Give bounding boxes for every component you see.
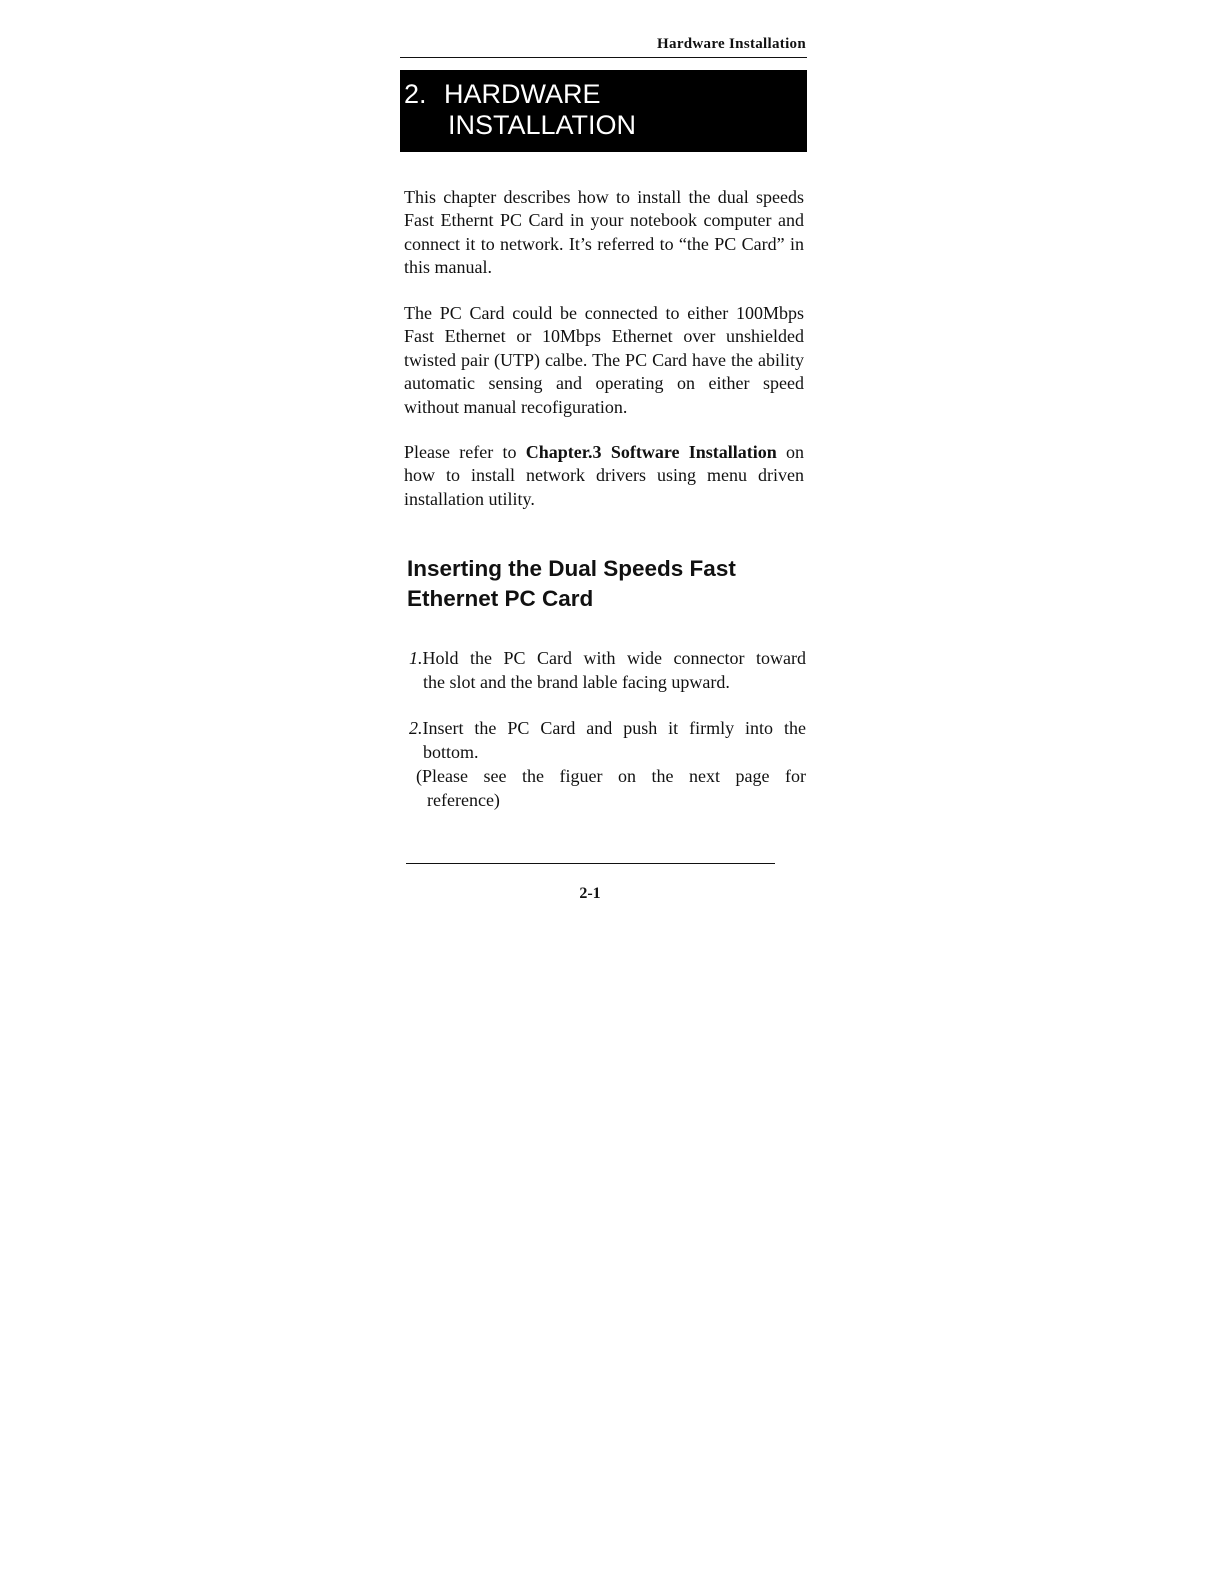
chapter-title-line2: INSTALLATION [448, 110, 637, 140]
intro-paragraph-1: This chapter describes how to install the dual speeds Fast Ethernt PC Card in your notebook computer and connect it to network. It’s referred to “the PC Card” in this manual. [404, 187, 804, 278]
footer-divider [406, 863, 775, 864]
step-item [409, 716, 806, 764]
section-heading-line2: Ethernet PC Card [407, 586, 594, 611]
paragraph-text: on how to install network drivers using menu driven installation utility. [404, 442, 805, 509]
reference-note [416, 764, 806, 812]
header-divider [400, 57, 807, 58]
running-header: Hardware Installation [657, 36, 806, 52]
chapter-number: 2. [404, 79, 427, 109]
note-line1: (Please see the figuer on the next page for [416, 766, 806, 786]
step-first-line [409, 716, 806, 740]
section-heading [407, 554, 807, 614]
chapter-title-word1: HARDWARE [444, 79, 601, 109]
step-continuation: the slot and the brand lable facing upward. [423, 672, 730, 692]
step-text: Hold the PC Card with wide connector toward [422, 648, 806, 668]
chapter-reference: Chapter.3 Software Installation [525, 442, 777, 462]
intro-paragraph-2: The PC Card could be connected to either 100Mbps Fast Ethernet or 10Mbps Ethernet over unshielded twisted pair (UTP) calbe. The PC Card have the ability automatic sensing and operating on either speed without manual recofiguration. [404, 303, 804, 417]
chapter-title-line1 [404, 79, 807, 109]
chapter-title-banner [400, 70, 807, 152]
step-item [409, 646, 806, 694]
section-heading-line1: Inserting the Dual Speeds Fast [407, 556, 736, 581]
intro-paragraph-3 [404, 441, 804, 511]
paragraph-text: Please refer to [404, 442, 526, 462]
note-line2: reference) [427, 790, 500, 810]
step-number: 2. [409, 718, 423, 738]
page-number: 2-1 [579, 885, 601, 902]
step-first-line [409, 646, 806, 670]
step-number: 1. [409, 648, 423, 668]
step-text: Insert the PC Card and push it firmly into the [422, 718, 806, 738]
step-continuation: bottom. [423, 742, 479, 762]
